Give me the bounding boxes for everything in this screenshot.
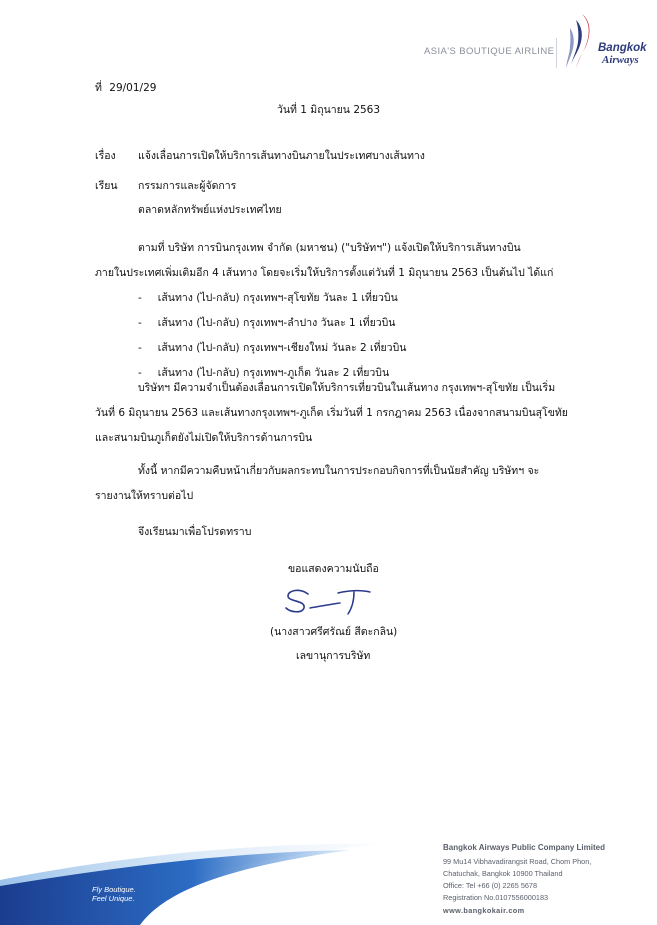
slogan-line-2: Feel Unique.	[92, 894, 135, 903]
route-text: เส้นทาง (ไป-กลับ) กรุงเทพฯ-สุโขทัย วันละ 1 เที่ยวบิน	[157, 292, 398, 304]
signer-title: เลขานุการบริษัท	[296, 650, 371, 662]
reference-number: 29/01/29	[109, 82, 157, 94]
footer-website-link[interactable]: www.bangkokair.com	[443, 906, 525, 915]
paragraph-1-line-1: ตามที่ บริษัท การบินกรุงเทพ จำกัด (มหาชน) ("บริษัทฯ") แจ้งเปิดให้บริการเส้นทางบิน	[138, 242, 521, 254]
list-item	[138, 286, 406, 311]
subject-text: แจ้งเลื่อนการเปิดให้บริการเส้นทางบินภายในประเทศบางเส้นทาง	[138, 150, 425, 162]
closing-text: จึงเรียนมาเพื่อโปรดทราบ	[138, 526, 252, 538]
signature-icon	[278, 584, 378, 620]
bullet: -	[138, 317, 142, 329]
list-item	[138, 336, 406, 361]
paragraph-2-line-1: บริษัทฯ มีความจำเป็นต้องเลื่อนการเปิดให้บริการเที่ยวบินในเส้นทาง กรุงเทพฯ-สุโขทัย เป็นเริ่ม	[138, 382, 556, 394]
bullet: -	[138, 367, 142, 379]
paragraph-3-line-1: ทั้งนี้ หากมีความคืบหน้าเกี่ยวกับผลกระทบในการประกอบกิจการที่เป็นนัยสำคัญ บริษัทฯ จะ	[138, 465, 540, 477]
recipient-line-1: กรรมการและผู้จัดการ	[138, 180, 237, 192]
footer-address-line-2: Chatuchak, Bangkok 10900 Thailand	[443, 869, 563, 878]
subject-label: เรื่อง	[95, 150, 116, 162]
footer-company-name: Bangkok Airways Public Company Limited	[443, 843, 605, 852]
bullet: -	[138, 292, 142, 304]
route-text: เส้นทาง (ไป-กลับ) กรุงเทพฯ-ลำปาง วันละ 1 เที่ยวบิน	[157, 317, 396, 329]
recipient-label: เรียน	[95, 180, 118, 192]
paragraph-1-line-2: ภายในประเทศเพิ่มเติมอีก 4 เส้นทาง โดยจะเริ่มให้บริการตั้งแต่วันที่ 1 มิถุนายน 2563 เป็นต้นไป ได้แก่	[95, 267, 554, 279]
header-divider	[556, 38, 557, 68]
route-text: เส้นทาง (ไป-กลับ) กรุงเทพฯ-ภูเก็ต วันละ 2 เที่ยวบิน	[157, 367, 390, 379]
route-text: เส้นทาง (ไป-กลับ) กรุงเทพฯ-เชียงใหม่ วันละ 2 เที่ยวบิน	[157, 342, 407, 354]
footer-office-phone: Office: Tel +66 (0) 2265 5678	[443, 881, 538, 890]
list-item	[138, 311, 406, 336]
paragraph-2-line-2: วันที่ 6 มิถุนายน 2563 และเส้นทางกรุงเทพฯ-ภูเก็ต เริ่มวันที่ 1 กรกฎาคม 2563 เนื่องจากสนามบินสุโขทัย	[95, 407, 568, 419]
paragraph-3-line-2: รายงานให้ทราบต่อไป	[95, 490, 194, 502]
logo-wordmark-line2: Airways	[602, 54, 639, 66]
slogan-line-1: Fly Boutique.	[92, 885, 136, 894]
footer-address-line-1: 99 Mu14 Vibhavadirangsit Road, Chom Phon,	[443, 857, 592, 866]
header-tagline: ASIA'S BOUTIQUE AIRLINE	[424, 46, 555, 57]
bullet: -	[138, 342, 142, 354]
logo-wordmark-line1: Bangkok	[598, 42, 647, 54]
paragraph-2-line-3: และสนามบินภูเก็ตยังไม่เปิดให้บริการด้านการบิน	[95, 432, 313, 444]
signer-name: (นางสาวศรีศรัณย์ สีตะกลิน)	[270, 626, 398, 638]
routes-list	[138, 286, 406, 386]
reference-label: ที่	[95, 82, 102, 94]
regards-text: ขอแสดงความนับถือ	[288, 563, 379, 575]
footer-swoosh-graphic	[0, 820, 380, 925]
bangkok-airways-logo-icon	[560, 12, 596, 70]
letter-date: วันที่ 1 มิถุนายน 2563	[276, 104, 381, 116]
footer-registration: Registration No.0107556000183	[443, 893, 549, 902]
reference-line	[95, 82, 156, 95]
recipient-line-2: ตลาดหลักทรัพย์แห่งประเทศไทย	[138, 204, 282, 216]
